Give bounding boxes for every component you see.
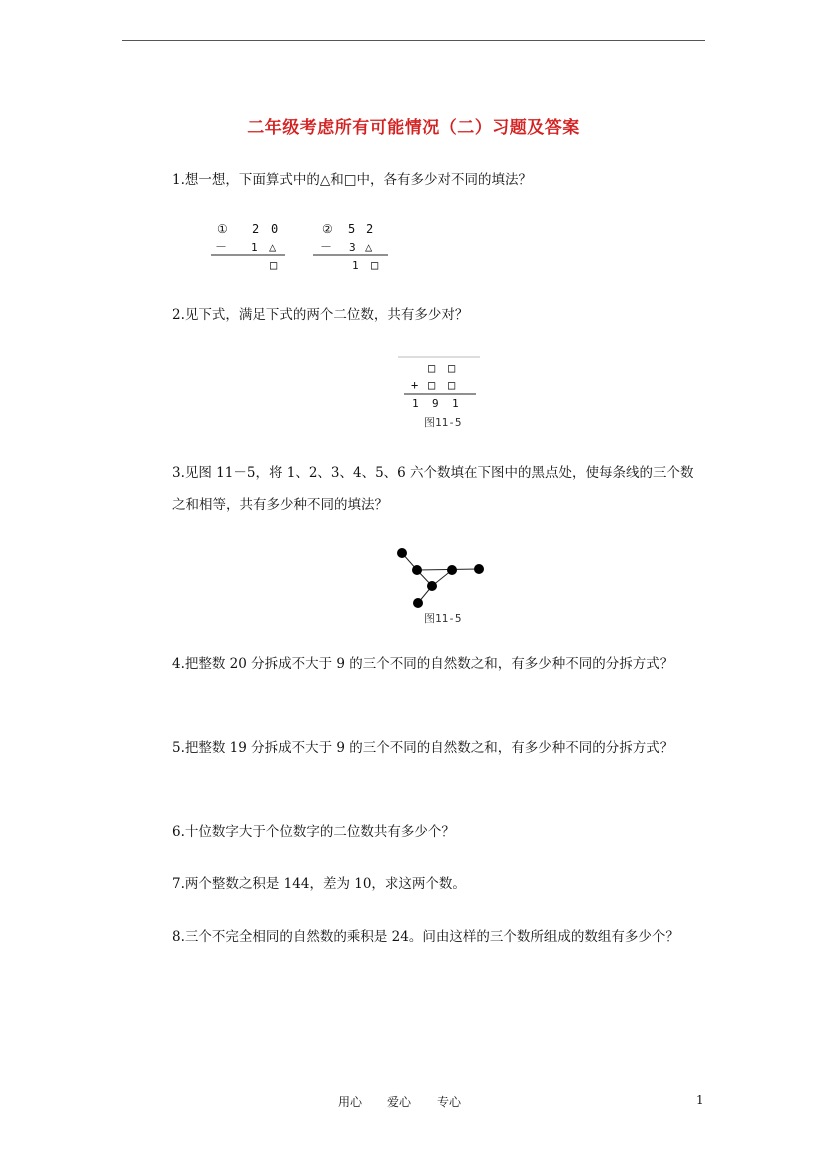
subtraction-a <box>211 222 285 272</box>
triangle-symbol: △ <box>269 240 277 254</box>
graph-node <box>474 564 484 574</box>
figure-caption: 图11-5 <box>424 612 462 625</box>
circled-1: ① <box>217 222 228 236</box>
question-8: 8.三个不完全相同的自然数的乘积是 24。问由这样的三个数所组成的数组有多少个？ <box>172 929 679 945</box>
question-6: 6.十位数字大于个位数字的二位数共有多少个？ <box>172 824 455 840</box>
digit: 2 <box>366 222 374 236</box>
digit: 1 <box>251 241 258 254</box>
graph-node <box>427 581 437 591</box>
figure-dot-graph <box>390 540 490 630</box>
graph-node <box>397 548 407 558</box>
question-7: 7.两个整数之积是 144，差为 10，求这两个数。 <box>172 876 466 892</box>
minus-sign: － <box>215 240 228 254</box>
digit: 3 <box>349 241 356 254</box>
plus-sign: + <box>411 378 419 392</box>
digit: 9 <box>432 397 439 410</box>
figure-addition <box>398 356 482 432</box>
question-2: 2.见下式，满足下式的两个二位数，共有多少对？ <box>172 307 469 323</box>
question-1: 1.想一想，下面算式中的△和□中，各有多少对不同的填法？ <box>172 172 533 188</box>
square-symbol: □ <box>428 378 436 392</box>
page-number: 1 <box>696 1093 704 1107</box>
digit: 1 <box>452 397 459 410</box>
graph-node <box>412 565 422 575</box>
minus-sign: － <box>320 240 333 254</box>
question-5: 5.把整数 19 分拆成不大于 9 的三个不同的自然数之和，有多少种不同的分拆方式？ <box>172 740 674 756</box>
graph-node <box>447 565 457 575</box>
subtraction-b <box>313 222 388 272</box>
question-3: 3.见图 11－5，将 1、2、3、4、5、6 六个数填在下图中的黑点处，使每条线的三个数之和相等，共有多少种不同的填法？ <box>172 465 694 513</box>
digit: 2 <box>252 222 260 236</box>
digit: 0 <box>271 222 279 236</box>
square-symbol: □ <box>428 361 436 375</box>
figure-caption: 图11-5 <box>424 416 462 429</box>
circled-2: ② <box>322 222 333 236</box>
question-4: 4.把整数 20 分拆成不大于 9 的三个不同的自然数之和，有多少种不同的分拆方式？ <box>172 656 674 672</box>
footer-item: 用心 <box>338 1095 363 1109</box>
square-symbol: □ <box>448 378 456 392</box>
footer-item: 专心 <box>437 1095 462 1109</box>
square-symbol: □ <box>270 258 278 272</box>
digit: 1 <box>412 397 419 410</box>
square-symbol: □ <box>371 258 379 272</box>
footer-item: 爱心 <box>387 1095 412 1109</box>
triangle-symbol: △ <box>365 240 373 254</box>
digit: 1 <box>352 259 359 272</box>
page-title: 二年级考虑所有可能情况（二）习题及答案 <box>247 118 580 138</box>
header-rule <box>122 40 705 41</box>
page-footer <box>0 1093 827 1113</box>
figure-subtraction <box>205 218 395 274</box>
digit: 5 <box>348 222 356 236</box>
graph-node <box>413 598 423 608</box>
square-symbol: □ <box>448 361 456 375</box>
